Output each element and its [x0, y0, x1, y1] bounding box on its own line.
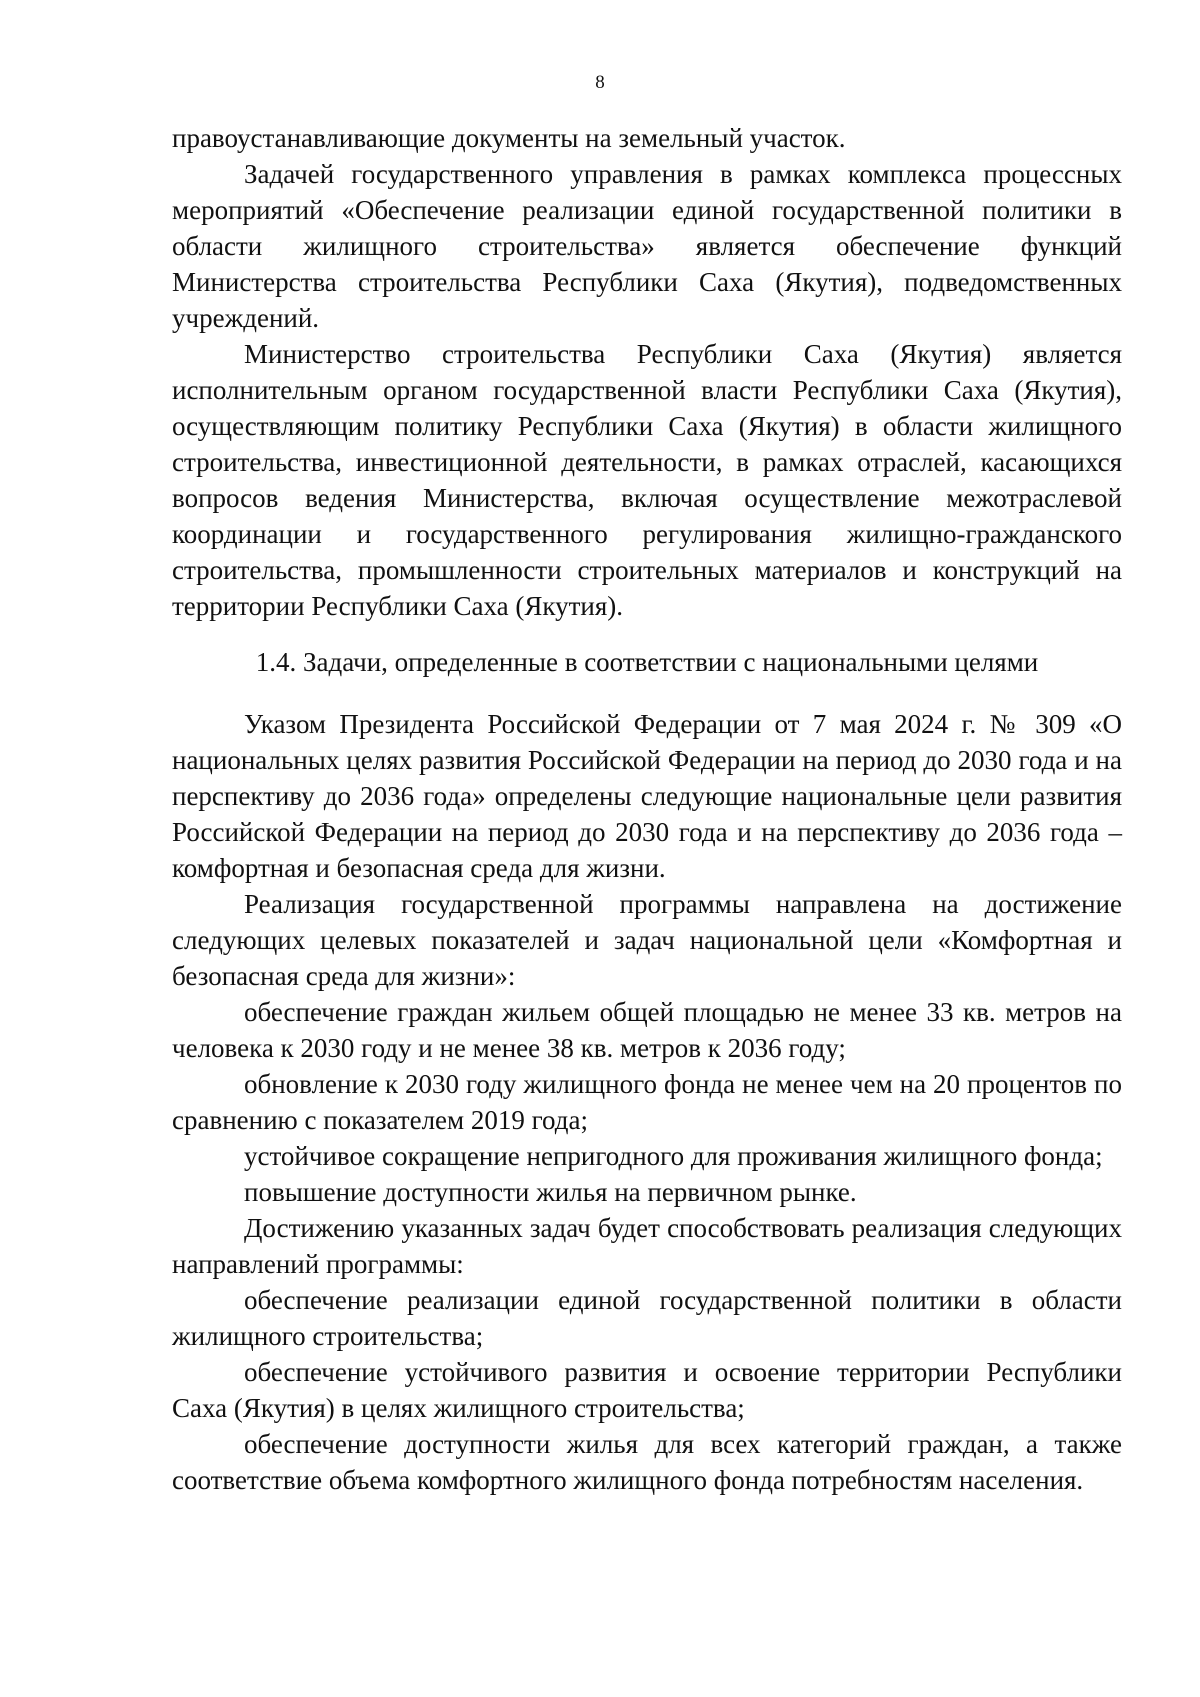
paragraph: Задачей государственного управления в рамках комплекса процессных мероприятий «Обеспечение реализации единой государственной политики в области жилищного строительства» является обеспечение функций Министерства строительства Республики Саха (Якутия), подведомственных учреждений.	[172, 159, 1122, 333]
list-item: обеспечение устойчивого развития и освоение территории Республики Саха (Якутия) в целях жилищного строительства;	[172, 1357, 1122, 1423]
list-item: обеспечение доступности жилья для всех категорий граждан, а также соответствие объема комфортного жилищного фонда потребностям населения.	[172, 1429, 1122, 1495]
list-item: устойчивое сокращение непригодного для проживания жилищного фонда;	[244, 1141, 1103, 1171]
paragraph-continuation: правоустанавливающие документы на земельный участок.	[172, 123, 846, 153]
page-number: 8	[595, 72, 605, 93]
paragraph: Министерство строительства Республики Саха (Якутия) является исполнительным органом государственной власти Республики Саха (Якутия), осуществляющим политику Республики Саха (Якутия) в области жилищного строительства, инвестиционной деятельности, в рамках отраслей, касающихся вопросов ведения Министерства, включая осуществление межотраслевой координации и государственного регулирования жилищно-гражданского строительства, промышленности строительных материалов и конструкций на территории Республики Саха (Якутия).	[172, 339, 1122, 621]
document-body	[172, 120, 1122, 1498]
paragraph: Указом Президента Российской Федерации от 7 мая 2024 г. № 309 «О национальных целях развития Российской Федерации на период до 2030 года и на перспективу до 2036 года» определены следующие национальные цели развития Российской Федерации на период до 2030 года и на перспективу до 2036 года – комфортная и безопасная среда для жизни.	[172, 709, 1122, 883]
list-item: обновление к 2030 году жилищного фонда не менее чем на 20 процентов по сравнению с показателем 2019 года;	[172, 1069, 1122, 1135]
list-item: обеспечение граждан жильем общей площадью не менее 33 кв. метров на человека к 2030 году и не менее 38 кв. метров к 2036 году;	[172, 997, 1122, 1063]
paragraph: Реализация государственной программы направлена на достижение следующих целевых показателей и задач национальной цели «Комфортная и безопасная среда для жизни»:	[172, 889, 1122, 991]
list-item: обеспечение реализации единой государственной политики в области жилищного строительства;	[172, 1285, 1122, 1351]
section-heading: 1.4. Задачи, определенные в соответствии с национальными целями	[255, 647, 1039, 677]
paragraph: Достижению указанных задач будет способствовать реализация следующих направлений программы:	[172, 1213, 1122, 1279]
list-item: повышение доступности жилья на первичном рынке.	[244, 1177, 857, 1207]
